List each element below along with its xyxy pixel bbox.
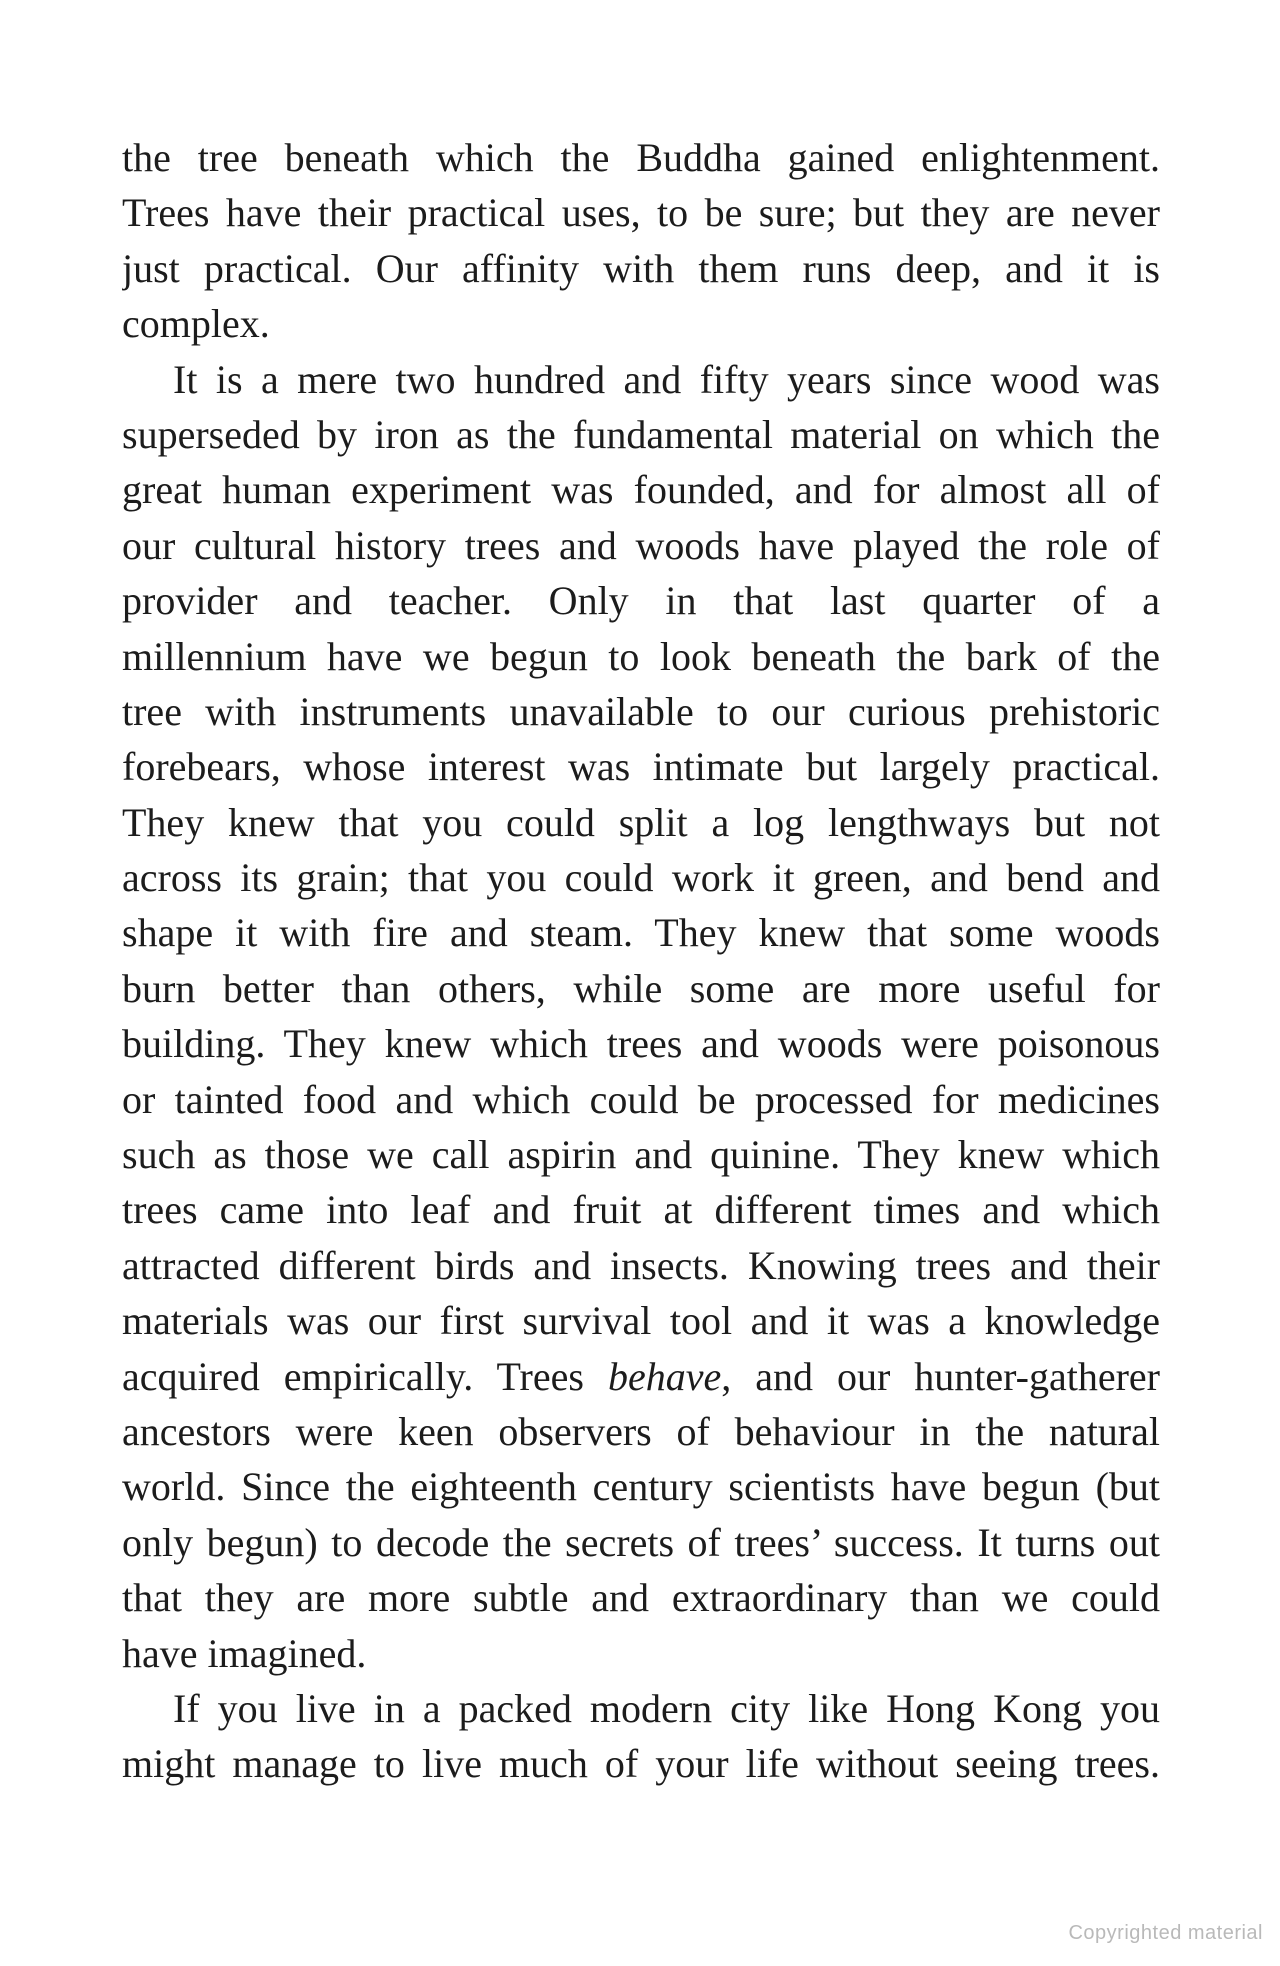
text-segment: forebears, whose interest was intimate but largely practical. — [122, 744, 1160, 790]
text-line — [122, 795, 1160, 850]
text-line — [122, 130, 1160, 185]
text-line — [122, 684, 1160, 739]
text-line — [122, 185, 1160, 240]
text-line — [122, 1127, 1160, 1182]
text-segment: If you live in a packed modern city like Hong Kong you — [173, 1685, 1160, 1731]
text-line — [122, 739, 1160, 794]
text-segment: our cultural history trees and woods have played the role of — [122, 522, 1160, 568]
text-line — [122, 296, 1160, 351]
text-segment: such as those we call aspirin and quinine. They knew which — [122, 1132, 1160, 1178]
text-segment: tree with instruments unavailable to our curious prehistoric — [122, 688, 1160, 734]
emphasized-text: behave — [607, 1353, 722, 1399]
text-line — [122, 407, 1160, 462]
text-line — [122, 961, 1160, 1016]
text-line — [122, 1515, 1160, 1570]
text-line — [122, 1681, 1160, 1736]
text-segment: It is a mere two hundred and fifty years since wood was — [173, 356, 1160, 402]
text-segment: They knew that you could split a log lengthways but not — [122, 799, 1160, 845]
text-segment: shape it with fire and steam. They knew that some woods — [122, 910, 1160, 956]
text-line — [122, 1016, 1160, 1071]
text-line — [122, 1293, 1160, 1348]
page-text — [122, 130, 1160, 1792]
text-line — [122, 850, 1160, 905]
copyright-watermark: Copyrighted material — [1068, 1922, 1263, 1944]
text-line — [122, 241, 1160, 296]
text-segment: complex. — [122, 301, 270, 347]
text-segment: materials was our first survival tool and it was a knowledge — [122, 1298, 1160, 1344]
text-line — [122, 1570, 1160, 1625]
text-line — [122, 1349, 1160, 1404]
text-segment: millennium have we begun to look beneath the bark of the — [122, 633, 1160, 679]
text-segment: ancestors were keen observers of behaviour in the natural — [122, 1408, 1160, 1454]
text-segment: have imagined. — [122, 1630, 367, 1676]
text-line — [122, 1404, 1160, 1459]
text-line — [122, 573, 1160, 628]
text-segment: or tainted food and which could be processed for medicines — [122, 1076, 1160, 1122]
text-segment: superseded by iron as the fundamental material on which the — [122, 411, 1160, 457]
text-line — [122, 1182, 1160, 1237]
text-line — [122, 905, 1160, 960]
text-segment: building. They knew which trees and woods were poisonous — [122, 1021, 1160, 1067]
text-line — [122, 1072, 1160, 1127]
text-segment: provider and teacher. Only in that last quarter of a — [122, 578, 1160, 624]
text-segment: the tree beneath which the Buddha gained enlightenment. — [122, 135, 1160, 180]
text-line — [122, 629, 1160, 684]
text-segment: only begun) to decode the secrets of trees’ success. It turns out — [122, 1519, 1160, 1565]
text-segment: world. Since the eighteenth century scientists have begun (but — [122, 1464, 1160, 1510]
text-line — [122, 1459, 1160, 1514]
text-segment: just practical. Our affinity with them runs deep, and it is — [122, 245, 1160, 291]
text-segment: acquired empirically. Trees — [122, 1353, 608, 1399]
text-line — [122, 462, 1160, 517]
text-segment: might manage to live much of your life without seeing trees. — [122, 1741, 1160, 1787]
text-segment: that they are more subtle and extraordinary than we could — [122, 1575, 1160, 1621]
text-line — [122, 352, 1160, 407]
text-segment: great human experiment was founded, and for almost all of — [122, 467, 1160, 513]
text-segment: Trees have their practical uses, to be sure; but they are never — [122, 190, 1160, 236]
text-segment: across its grain; that you could work it green, and bend and — [122, 855, 1160, 901]
text-line — [122, 518, 1160, 573]
text-line — [122, 1626, 1160, 1681]
text-segment: , and our hunter-gatherer — [721, 1353, 1160, 1399]
text-line — [122, 1736, 1160, 1791]
text-segment: attracted different birds and insects. Knowing trees and their — [122, 1242, 1160, 1288]
text-line — [122, 1238, 1160, 1293]
text-segment: burn better than others, while some are more useful for — [122, 965, 1160, 1011]
text-segment: trees came into leaf and fruit at different times and which — [122, 1187, 1160, 1233]
